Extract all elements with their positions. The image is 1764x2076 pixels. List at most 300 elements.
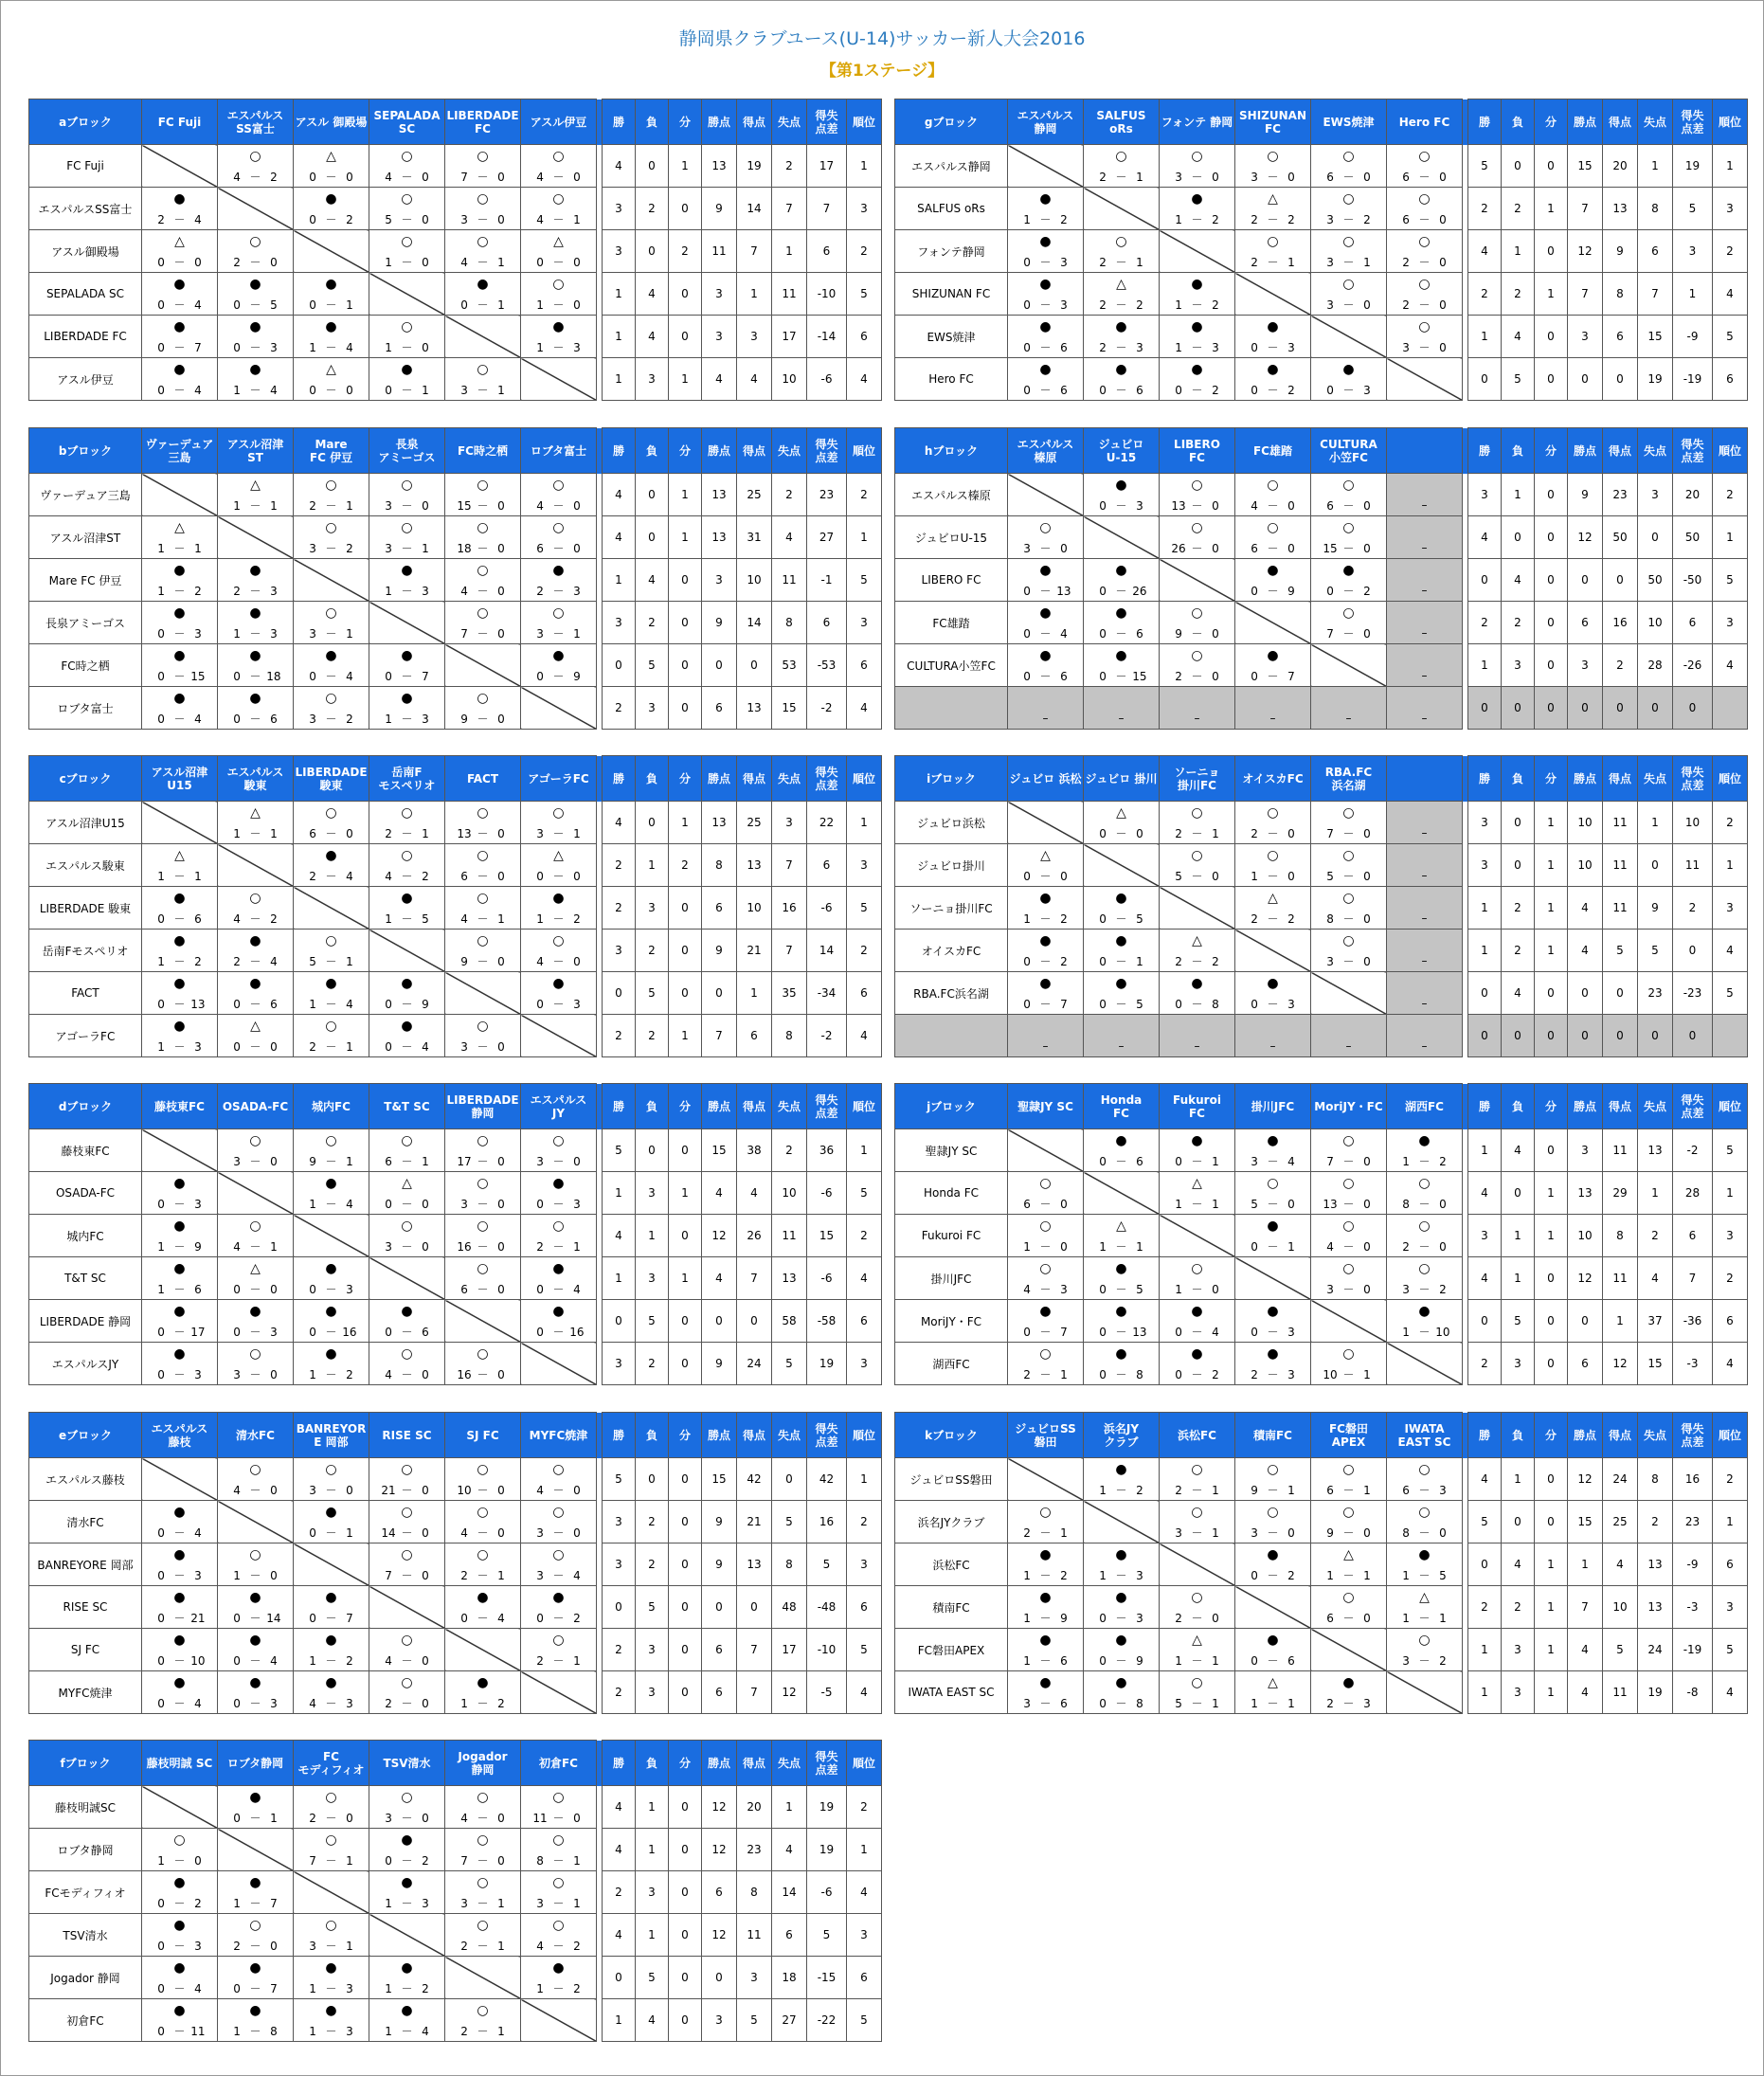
self-match-cell <box>142 802 218 844</box>
stat-cell: 3 <box>1713 887 1748 930</box>
loss-mark: ● <box>1115 1547 1127 1562</box>
match-result <box>294 1914 369 1956</box>
stat-cell: 7 <box>1638 273 1673 316</box>
loss-mark: ● <box>552 1960 565 1976</box>
loss-mark: ● <box>173 191 186 207</box>
score: 6 － 0 <box>1023 1198 1068 1211</box>
stat-cell: 0 <box>1502 844 1535 887</box>
block-name: cブロック <box>29 756 142 802</box>
team-name: 湖西FC <box>895 1343 1008 1385</box>
result-cell <box>369 474 445 516</box>
stat-cell: 0 <box>1502 1015 1535 1057</box>
match-result <box>445 1829 520 1870</box>
result-cell <box>294 1257 369 1300</box>
result-cell <box>1160 1629 1235 1671</box>
team-name: ロブタ富士 <box>29 687 142 730</box>
match-result <box>218 1543 293 1585</box>
team-row <box>895 930 1748 972</box>
stat-cell: 28 <box>1638 644 1673 687</box>
result-cell <box>1235 516 1311 559</box>
score: 0 － 8 <box>1099 1697 1143 1710</box>
result-cell <box>1160 1257 1235 1300</box>
stat-cell: 1 <box>1535 930 1568 972</box>
stat-header: 勝点 <box>702 1413 737 1458</box>
score: 7 － 0 <box>1326 627 1371 641</box>
stat-cell: 37 <box>1638 1300 1673 1343</box>
result-cell <box>445 887 521 930</box>
draw-mark: △ <box>1116 805 1126 821</box>
stat-cell: 3 <box>636 1172 669 1215</box>
result-cell <box>369 1215 445 1257</box>
stat-cell: 18 <box>772 1957 807 1999</box>
stat-cell: 4 <box>603 802 636 844</box>
loss-mark: ● <box>173 1918 186 1933</box>
stat-cell: 0 <box>1468 358 1502 401</box>
result-cell <box>218 230 294 273</box>
match-result <box>142 1871 217 1913</box>
result-cell <box>521 1914 597 1957</box>
win-mark: ○ <box>1418 1633 1431 1648</box>
draw-mark: △ <box>1268 1675 1278 1690</box>
score: 0 － 0 <box>233 1040 278 1054</box>
stat-cell: 36 <box>807 1129 847 1172</box>
stat-cell: 0 <box>1502 1501 1535 1543</box>
opponent-header: アスル沼津 ST <box>218 428 294 474</box>
result-cell <box>1160 474 1235 516</box>
stat-cell: 2 <box>1502 188 1535 230</box>
stat-cell: 3 <box>1713 1586 1748 1629</box>
opponent-header: ヴァーデュア 三島 <box>142 428 218 474</box>
stat-cell: 3 <box>1638 474 1673 516</box>
stat-cell: 5 <box>847 1629 882 1671</box>
stat-cell: 13 <box>1638 1543 1673 1586</box>
match-result <box>142 358 217 400</box>
score: 1 － 1 <box>157 870 202 883</box>
opponent-header: ジュビロ U-15 <box>1084 428 1160 474</box>
stat-cell: 0 <box>669 559 702 602</box>
stat-cell: -26 <box>1673 644 1713 687</box>
self-match-cell <box>369 1586 445 1629</box>
stat-cell: 1 <box>1535 273 1568 316</box>
result-cell <box>521 1458 597 1501</box>
match-result <box>1008 516 1083 558</box>
result-cell <box>1235 1543 1311 1586</box>
self-match-cell <box>521 687 597 730</box>
loss-mark: ● <box>325 976 337 991</box>
match-result <box>294 1501 369 1543</box>
stat-header: 順位 <box>1713 428 1748 474</box>
stat-cell: 0 <box>669 1786 702 1829</box>
result-cell <box>142 1999 218 2042</box>
stat-cell: 1 <box>669 802 702 844</box>
team-name: MoriJY・FC <box>895 1300 1008 1343</box>
loss-mark: ● <box>1115 976 1127 991</box>
dash: – <box>1421 912 1428 925</box>
loss-mark: ● <box>401 648 413 663</box>
empty-header <box>1387 428 1463 474</box>
stat-cell: 1 <box>603 316 636 358</box>
match-result <box>521 516 596 558</box>
stat-cell: 6 <box>702 887 737 930</box>
team-row <box>895 972 1748 1015</box>
score: 0 － 4 <box>157 1982 202 1995</box>
opponent-header: ロブタ富士 <box>521 428 597 474</box>
result-cell <box>294 1129 369 1172</box>
loss-mark: ● <box>401 691 413 706</box>
score: 1 － 2 <box>157 585 202 598</box>
result-cell <box>218 145 294 188</box>
stat-cell: 4 <box>847 1671 882 1714</box>
match-result <box>1235 516 1310 558</box>
match-result <box>1160 802 1234 843</box>
loss-mark: ● <box>325 1633 337 1648</box>
team-name: エスパルス藤枝 <box>29 1458 142 1501</box>
loss-mark: ● <box>552 1261 565 1276</box>
loss-mark: ● <box>1039 891 1052 906</box>
opponent-header: 岳南F モスペリオ <box>369 756 445 802</box>
score: 1 － 2 <box>1023 912 1068 926</box>
match-result <box>369 1999 444 2041</box>
score: 0 － 8 <box>1099 1368 1143 1381</box>
block-name: fブロック <box>29 1741 142 1786</box>
match-result <box>445 1129 520 1171</box>
team-row <box>895 358 1748 401</box>
loss-mark: ● <box>401 563 413 578</box>
match-result <box>294 188 369 229</box>
team-name: ロブタ静岡 <box>29 1829 142 1871</box>
match-result <box>445 1543 520 1585</box>
match-result <box>294 930 369 971</box>
team-name: CULTURA小笠FC <box>895 644 1008 687</box>
stat-cell: 8 <box>1603 1215 1638 1257</box>
opponent-header: FC磐田 APEX <box>1311 1413 1387 1458</box>
result-cell <box>1387 230 1463 273</box>
stat-cell: 0 <box>1535 145 1568 188</box>
score: 2 － 0 <box>233 1940 278 1953</box>
team-row <box>29 1671 882 1714</box>
result-cell <box>1084 602 1160 644</box>
stat-header: 勝点 <box>1568 99 1603 145</box>
score: 4 － 0 <box>1251 499 1295 513</box>
stat-cell: 0 <box>669 188 702 230</box>
result-cell <box>1160 316 1235 358</box>
stat-cell: 6 <box>1673 602 1713 644</box>
score: 3 － 0 <box>1023 542 1068 555</box>
result-cell <box>1160 1671 1235 1714</box>
stat-cell: 5 <box>636 1957 669 1999</box>
score: 1 － 2 <box>536 912 581 926</box>
match-result <box>294 602 369 643</box>
team-name: Jogador 静岡 <box>29 1957 142 1999</box>
dash: – <box>1345 1039 1352 1053</box>
score: 5 － 0 <box>1326 870 1371 883</box>
result-cell <box>294 602 369 644</box>
stat-cell: 0 <box>636 1458 669 1501</box>
stat-cell: 5 <box>1713 1129 1748 1172</box>
stat-cell: 7 <box>702 1015 737 1057</box>
match-result <box>142 230 217 272</box>
result-cell <box>1311 188 1387 230</box>
stat-cell: 1 <box>1535 1586 1568 1629</box>
stat-cell: 0 <box>1535 687 1568 730</box>
score: 0 － 3 <box>1251 341 1295 354</box>
opponent-header: 聖隷JY SC <box>1008 1084 1084 1129</box>
stat-header: 勝点 <box>702 99 737 145</box>
score: 3 － 0 <box>536 1526 581 1540</box>
score: 4 － 0 <box>460 1812 505 1825</box>
match-result <box>369 1543 444 1585</box>
stat-cell: -6 <box>807 1172 847 1215</box>
result-cell <box>369 358 445 401</box>
win-mark: ○ <box>325 605 337 621</box>
block-header-row <box>29 1413 882 1458</box>
match-result <box>1160 1629 1234 1670</box>
result-cell <box>1084 1543 1160 1586</box>
stat-cell: 14 <box>772 1871 807 1914</box>
stat-cell: 1 <box>636 1914 669 1957</box>
stat-cell: 3 <box>702 1999 737 2042</box>
stat-header: 得失 点差 <box>1673 428 1713 474</box>
team-row <box>895 516 1748 559</box>
result-cell <box>1008 1015 1084 1057</box>
result-cell <box>1235 1172 1311 1215</box>
result-cell <box>445 1501 521 1543</box>
match-result <box>1311 887 1386 929</box>
stat-cell: 0 <box>1603 1015 1638 1057</box>
result-cell <box>1008 602 1084 644</box>
loss-mark: ● <box>325 1675 337 1690</box>
self-match-cell <box>445 316 521 358</box>
loss-mark: ● <box>1115 1675 1127 1690</box>
match-result <box>218 1257 293 1299</box>
stat-cell: 4 <box>1568 930 1603 972</box>
result-cell <box>1387 1586 1463 1629</box>
loss-mark: ● <box>325 1261 337 1276</box>
stat-cell: 4 <box>1468 1172 1502 1215</box>
stat-cell: 1 <box>603 1172 636 1215</box>
match-result <box>1235 972 1310 1014</box>
team-row <box>29 1343 882 1385</box>
loss-mark: ● <box>1342 362 1355 377</box>
score: 3 － 1 <box>460 384 505 397</box>
stat-cell: 6 <box>702 1629 737 1671</box>
result-cell <box>521 802 597 844</box>
result-cell <box>445 1586 521 1629</box>
team-row <box>895 1215 1748 1257</box>
stat-cell: 10 <box>772 358 807 401</box>
result-cell <box>1387 316 1463 358</box>
result-cell <box>294 1629 369 1671</box>
score: 0 － 4 <box>1023 627 1068 641</box>
team-name <box>895 687 1008 730</box>
score: 9 － 1 <box>309 1155 353 1168</box>
match-result <box>294 474 369 515</box>
page-title: 静岡県クラブユース(U-14)サッカー新人大会2016 <box>678 28 1086 49</box>
opponent-header: 藤枝東FC <box>142 1084 218 1129</box>
loss-mark: ● <box>1039 234 1052 249</box>
stat-header: 負 <box>1502 99 1535 145</box>
result-cell <box>294 1586 369 1629</box>
opponent-header: フォンテ 静岡 <box>1160 99 1235 145</box>
team-name: 浜名JYクラブ <box>895 1501 1008 1543</box>
loss-mark: ● <box>552 648 565 663</box>
score: 3 － 0 <box>1402 341 1447 354</box>
result-cell <box>445 1015 521 1057</box>
match-result <box>1084 1586 1159 1628</box>
result-cell <box>1008 930 1084 972</box>
loss-mark: ● <box>1039 1633 1052 1648</box>
score: 0 － 3 <box>1251 998 1295 1011</box>
score: 0 － 4 <box>536 1283 581 1296</box>
result-cell <box>294 1829 369 1871</box>
opponent-header: 積南FC <box>1235 1413 1311 1458</box>
win-mark: ○ <box>325 1832 337 1848</box>
team-row <box>29 1871 882 1914</box>
stat-cell: 31 <box>737 516 772 559</box>
stat-cell: 6 <box>807 844 847 887</box>
stat-cell: 0 <box>1673 1015 1713 1057</box>
score: 0 － 2 <box>1251 1569 1295 1582</box>
result-cell <box>142 1300 218 1343</box>
self-match-cell <box>521 1671 597 1714</box>
draw-mark: △ <box>326 149 336 164</box>
match-result <box>142 930 217 971</box>
stat-cell: 0 <box>1535 516 1568 559</box>
opponent-header: アゴーラFC <box>521 756 597 802</box>
win-mark: ○ <box>325 520 337 535</box>
stat-cell: 3 <box>1713 188 1748 230</box>
stat-cell: 10 <box>1673 802 1713 844</box>
match-result <box>1387 1172 1462 1214</box>
self-match-cell <box>1160 1215 1235 1257</box>
result-cell <box>1387 644 1463 687</box>
win-mark: ○ <box>1418 1261 1431 1276</box>
loss-mark: ● <box>173 563 186 578</box>
stat-cell: 2 <box>772 145 807 188</box>
stat-cell: 20 <box>737 1786 772 1829</box>
result-cell <box>1235 1015 1311 1057</box>
stat-cell: 0 <box>636 474 669 516</box>
score: 4 － 1 <box>460 256 505 269</box>
opponent-header: SALFUS oRs <box>1084 99 1160 145</box>
stat-cell: 11 <box>1603 1257 1638 1300</box>
block-table-jブロック <box>894 1083 1748 1385</box>
match-result <box>218 1015 293 1056</box>
result-cell <box>1008 1215 1084 1257</box>
loss-mark: ● <box>1267 648 1279 663</box>
self-match-cell <box>1160 887 1235 930</box>
opponent-header: FC雄踏 <box>1235 428 1311 474</box>
loss-mark: ● <box>173 1960 186 1976</box>
match-result <box>521 1172 596 1214</box>
loss-mark: ● <box>401 2003 413 2018</box>
win-mark: ○ <box>401 1462 413 1477</box>
stat-cell: 5 <box>636 644 669 687</box>
stat-cell: 1 <box>1673 273 1713 316</box>
win-mark: ○ <box>1342 1219 1355 1234</box>
self-match-cell <box>445 972 521 1015</box>
score: 11 － 0 <box>532 1812 581 1825</box>
result-cell <box>1008 644 1084 687</box>
score: 3 － 1 <box>385 542 429 555</box>
stat-cell: 0 <box>669 602 702 644</box>
loss-mark: ● <box>477 1675 489 1690</box>
score: 0 － 16 <box>536 1326 585 1339</box>
score: 1 － 4 <box>233 384 278 397</box>
win-mark: ○ <box>1191 1462 1203 1477</box>
block-table-aブロック <box>28 99 882 401</box>
match-result <box>1008 1300 1083 1342</box>
stat-cell: 0 <box>669 316 702 358</box>
match-result <box>1160 844 1234 886</box>
loss-mark: ● <box>1267 1133 1279 1148</box>
loss-mark: ● <box>325 2003 337 2018</box>
team-name: 清水FC <box>29 1501 142 1543</box>
score: 4 － 2 <box>385 870 429 883</box>
score: 2 － 1 <box>309 1040 353 1054</box>
result-cell <box>1008 516 1084 559</box>
score: 1 － 0 <box>536 298 581 312</box>
score: 9 － 0 <box>460 713 505 726</box>
stat-header: 順位 <box>847 99 882 145</box>
stat-cell: 1 <box>772 230 807 273</box>
stat-cell: 7 <box>1568 188 1603 230</box>
stat-cell: 2 <box>636 1501 669 1543</box>
loss-mark: ● <box>1267 563 1279 578</box>
win-mark: ○ <box>477 1219 489 1234</box>
stat-header: 勝 <box>1468 428 1502 474</box>
draw-mark: △ <box>1419 1590 1430 1605</box>
score: 0 － 9 <box>385 998 429 1011</box>
stat-cell: 3 <box>636 687 669 730</box>
match-result <box>1008 1629 1083 1670</box>
stat-cell: 12 <box>1568 230 1603 273</box>
team-row <box>895 1129 1748 1172</box>
result-cell <box>1235 230 1311 273</box>
team-row <box>29 802 882 844</box>
stat-cell: 28 <box>1673 1172 1713 1215</box>
loss-mark: ● <box>1191 1304 1203 1319</box>
stat-cell: 1 <box>847 1458 882 1501</box>
opponent-header: 浜松FC <box>1160 1413 1235 1458</box>
self-match-cell <box>1084 188 1160 230</box>
score: 0 － 7 <box>157 341 202 354</box>
stat-cell: 2 <box>603 1015 636 1057</box>
match-result <box>294 273 369 315</box>
team-name: SALFUS oRs <box>895 188 1008 230</box>
result-cell <box>218 474 294 516</box>
stat-cell: 3 <box>737 316 772 358</box>
stat-header: 得失 点差 <box>807 428 847 474</box>
block-name: dブロック <box>29 1084 142 1129</box>
result-cell <box>445 273 521 316</box>
stat-cell: 0 <box>1535 1458 1568 1501</box>
team-row <box>895 559 1748 602</box>
stat-cell: 2 <box>636 1015 669 1057</box>
stat-header: 分 <box>1535 1084 1568 1129</box>
stat-cell: 0 <box>669 930 702 972</box>
stat-cell: 12 <box>1603 1343 1638 1385</box>
block-name: iブロック <box>895 756 1008 802</box>
result-cell <box>1160 516 1235 559</box>
stat-cell: 5 <box>1502 1300 1535 1343</box>
opponent-header: エスパルス 藤枝 <box>142 1413 218 1458</box>
match-result <box>445 687 520 729</box>
team-row <box>895 602 1748 644</box>
result-cell <box>1160 188 1235 230</box>
stat-header: 失点 <box>772 428 807 474</box>
team-name: ジュビロSS磐田 <box>895 1458 1008 1501</box>
